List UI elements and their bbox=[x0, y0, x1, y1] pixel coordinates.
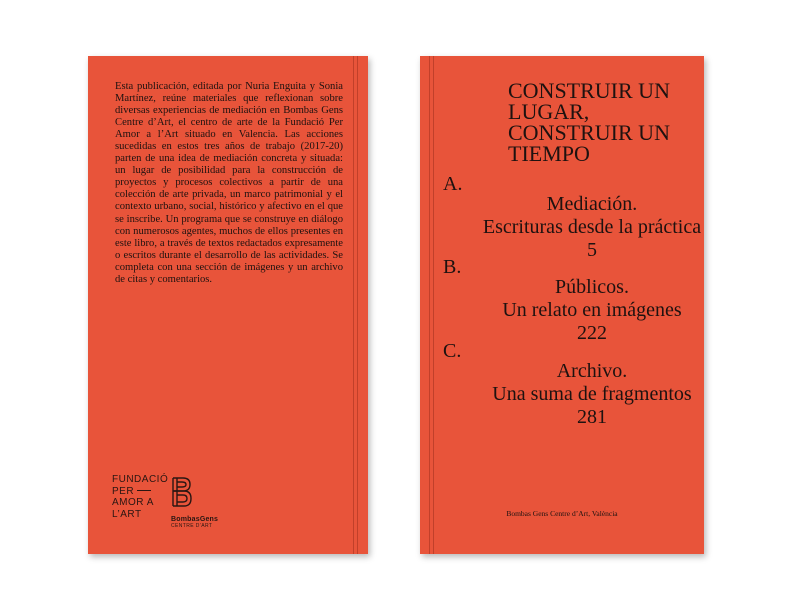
back-cover bbox=[88, 56, 368, 554]
section-subtitle: Un relato en imágenes bbox=[502, 299, 682, 321]
logo-line: AMOR A bbox=[112, 497, 154, 508]
section-letter: C. bbox=[443, 340, 462, 362]
section-page: 5 bbox=[587, 239, 597, 261]
logo-line: L’ART bbox=[112, 508, 142, 520]
fundacio-logo bbox=[112, 474, 169, 520]
section-name: Archivo. bbox=[556, 360, 628, 382]
section-letter: B. bbox=[443, 256, 462, 278]
spine-crease bbox=[353, 56, 354, 554]
publisher-imprint: Bombas Gens Centre d’Art, València bbox=[506, 509, 618, 518]
logo-rule bbox=[137, 490, 151, 491]
logo-line: PER bbox=[112, 485, 135, 497]
bombasgens-subtitle: CENTRE D’ART bbox=[171, 523, 213, 529]
front-cover bbox=[420, 56, 704, 554]
spine-crease bbox=[433, 56, 434, 554]
section-subtitle: Escrituras desde la práctica bbox=[482, 216, 702, 238]
section-c bbox=[480, 360, 704, 429]
back-cover-blurb: Esta publicación, editada por Nuria Enguita y Sonia Martínez, reúne materiales que reflexionan sobre diversas experiencias de mediación en Bombas Gens Centre d’Art, el centro de arte de la Fundació Per Amor a l’Art situado en Valencia. Las acciones sucedidas en estos tres años de trabajo (2017-20) parten de una idea de mediación concreta y situada: un lugar de posibilidad para la construcción de proyectos y procesos colectivos a partir de una colección de arte privada, un marco patrimonial y el contexto urbano, social, histórico y afectivo en el que se inscribe. Un programa que se construye en diálogo con numerosos agentes, muchos de ellos presentes en este libro, a través de textos redactados expresamente o escritos durante el desarrollo de las actividades. Se completa con una sección de imágenes y un archivo de citas y comentarios. bbox=[115, 81, 343, 285]
logo-line: FUNDACIÓ bbox=[112, 474, 169, 485]
bombasgens-logo bbox=[171, 477, 231, 529]
section-b bbox=[480, 276, 704, 345]
bombasgens-b-icon bbox=[171, 477, 193, 507]
book-title: CONSTRUIR UN LUGAR, CONSTRUIR UN TIEMPO bbox=[508, 78, 670, 166]
section-subtitle: Una suma de fragmentos bbox=[492, 383, 692, 405]
section-name: Públicos. bbox=[555, 276, 629, 298]
logo-line-row bbox=[112, 486, 160, 498]
section-a bbox=[480, 193, 704, 262]
spine-crease bbox=[429, 56, 430, 554]
section-name: Mediación. bbox=[546, 193, 638, 215]
spine-crease bbox=[357, 56, 358, 554]
section-page: 281 bbox=[577, 406, 607, 428]
section-page: 222 bbox=[577, 322, 607, 344]
section-letter: A. bbox=[443, 173, 463, 195]
bombasgens-wordmark: BombasGens bbox=[171, 516, 219, 523]
